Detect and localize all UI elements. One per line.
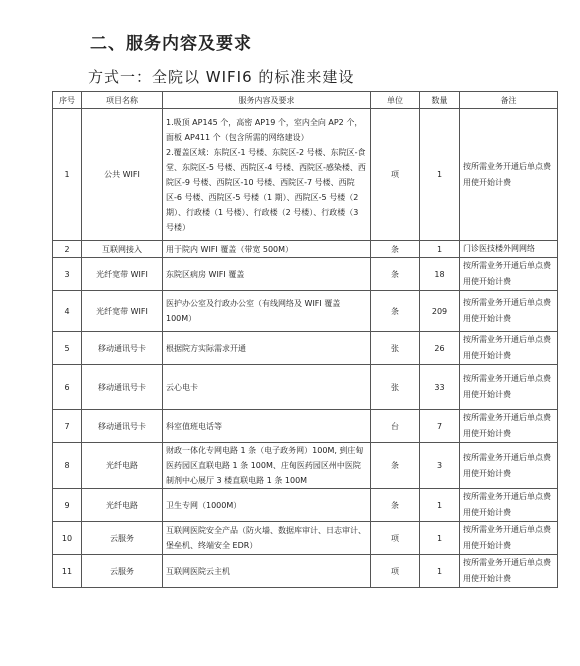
cell-unit: 条 — [371, 443, 420, 489]
cell-content: 用于院内 WIFI 覆盖（带宽 500M） — [163, 241, 371, 258]
cell-unit: 张 — [371, 332, 420, 365]
table-row — [53, 443, 558, 489]
cell-note: 按所需业务开通后单点费用使开始计费 — [460, 522, 558, 555]
cell-qty: 26 — [420, 332, 460, 365]
table-row — [53, 489, 558, 522]
cell-qty: 7 — [420, 410, 460, 443]
cell-unit: 项 — [371, 109, 420, 241]
cell-qty: 209 — [420, 291, 460, 332]
cell-unit: 条 — [371, 489, 420, 522]
header-unit: 单位 — [371, 92, 420, 109]
cell-unit: 条 — [371, 241, 420, 258]
cell-qty: 18 — [420, 258, 460, 291]
cell-qty: 3 — [420, 443, 460, 489]
cell-no: 10 — [53, 522, 82, 555]
cell-qty: 1 — [420, 555, 460, 588]
cell-qty: 33 — [420, 365, 460, 410]
cell-note: 按所需业务开通后单点费用使开始计费 — [460, 332, 558, 365]
cell-unit: 台 — [371, 410, 420, 443]
section-heading: 二、服务内容及要求 — [90, 34, 252, 54]
table-header-row — [53, 92, 558, 109]
cell-note: 门诊医技楼外网网络 — [460, 241, 558, 258]
cell-note: 按所需业务开通后单点费用使开始计费 — [460, 489, 558, 522]
cell-content: 互联网医院云主机 — [163, 555, 371, 588]
cell-name: 移动通讯号卡 — [82, 332, 163, 365]
cell-qty: 1 — [420, 522, 460, 555]
cell-name: 光纤宽带 WIFI — [82, 258, 163, 291]
cell-qty: 1 — [420, 241, 460, 258]
cell-unit: 张 — [371, 365, 420, 410]
cell-no: 5 — [53, 332, 82, 365]
cell-name: 光纤宽带 WIFI — [82, 291, 163, 332]
table-row — [53, 332, 558, 365]
cell-content: 1.吸顶 AP145 个，高密 AP19 个，室内全向 AP2 个，面板 AP411 个（包含所需的网络建设） 2.覆盖区域：东院区-1 号楼、东院区-2 号楼、东院区-食堂、东院区-5 号楼、西院区-4 号楼、西院区-感染楼、西院区-9 号楼、西院区-10 号楼、西院区-7 号楼、西院区-6 号楼、西院区-5 号楼（1 期）、西院区-5 号楼（2 期）、行政楼（1 号楼）、行政楼（2 号楼）、行政楼（3 号楼） — [163, 109, 371, 241]
cell-name: 公共 WIFI — [82, 109, 163, 241]
table-row — [53, 109, 558, 241]
table-row — [53, 258, 558, 291]
cell-content: 科室值班电话等 — [163, 410, 371, 443]
cell-name: 云服务 — [82, 522, 163, 555]
cell-content: 根据院方实际需求开通 — [163, 332, 371, 365]
cell-content: 卫生专网（1000M） — [163, 489, 371, 522]
cell-unit: 项 — [371, 555, 420, 588]
table-row — [53, 365, 558, 410]
cell-note: 按所需业务开通后单点费用使开始计费 — [460, 291, 558, 332]
table-row — [53, 291, 558, 332]
cell-note: 按所需业务开通后单点费用使开始计费 — [460, 109, 558, 241]
cell-content: 云心电卡 — [163, 365, 371, 410]
cell-content: 医护办公室及行政办公室（有线网络及 WIFI 覆盖 100M） — [163, 291, 371, 332]
cell-content: 东院区病房 WIFI 覆盖 — [163, 258, 371, 291]
cell-no: 6 — [53, 365, 82, 410]
table-row — [53, 241, 558, 258]
cell-unit: 项 — [371, 522, 420, 555]
cell-no: 4 — [53, 291, 82, 332]
cell-note: 按所需业务开通后单点费用使开始计费 — [460, 365, 558, 410]
header-qty: 数量 — [420, 92, 460, 109]
header-no: 序号 — [53, 92, 82, 109]
section-subheading: 方式一：全院以 WIFI6 的标准来建设 — [88, 68, 355, 86]
cell-unit: 条 — [371, 258, 420, 291]
cell-no: 9 — [53, 489, 82, 522]
cell-qty: 1 — [420, 109, 460, 241]
cell-name: 互联网接入 — [82, 241, 163, 258]
cell-name: 云服务 — [82, 555, 163, 588]
cell-no: 1 — [53, 109, 82, 241]
cell-content: 互联网医院安全产品（防火墙、数据库审计、日志审计、堡垒机、终端安全 EDR） — [163, 522, 371, 555]
cell-name: 光纤电路 — [82, 443, 163, 489]
cell-content: 财政一体化专网电路 1 条（电子政务网）100M, 到庄甸医药园区直联电路 1 条 100M、庄甸医药园区州中医院制剂中心展厅 3 楼直联电路 1 条 100M — [163, 443, 371, 489]
cell-unit: 条 — [371, 291, 420, 332]
header-name: 项目名称 — [82, 92, 163, 109]
cell-name: 移动通讯号卡 — [82, 365, 163, 410]
header-note: 备注 — [460, 92, 558, 109]
cell-no: 3 — [53, 258, 82, 291]
table-row — [53, 522, 558, 555]
service-table — [52, 91, 558, 588]
cell-no: 8 — [53, 443, 82, 489]
header-content: 服务内容及要求 — [163, 92, 371, 109]
cell-name: 移动通讯号卡 — [82, 410, 163, 443]
cell-note: 按所需业务开通后单点费用使开始计费 — [460, 258, 558, 291]
cell-note: 按所需业务开通后单点费用使开始计费 — [460, 555, 558, 588]
cell-qty: 1 — [420, 489, 460, 522]
cell-no: 2 — [53, 241, 82, 258]
table-row — [53, 410, 558, 443]
cell-name: 光纤电路 — [82, 489, 163, 522]
table-row — [53, 555, 558, 588]
cell-no: 11 — [53, 555, 82, 588]
cell-no: 7 — [53, 410, 82, 443]
cell-note: 按所需业务开通后单点费用使开始计费 — [460, 410, 558, 443]
cell-note: 按所需业务开通后单点费用使开始计费 — [460, 443, 558, 489]
